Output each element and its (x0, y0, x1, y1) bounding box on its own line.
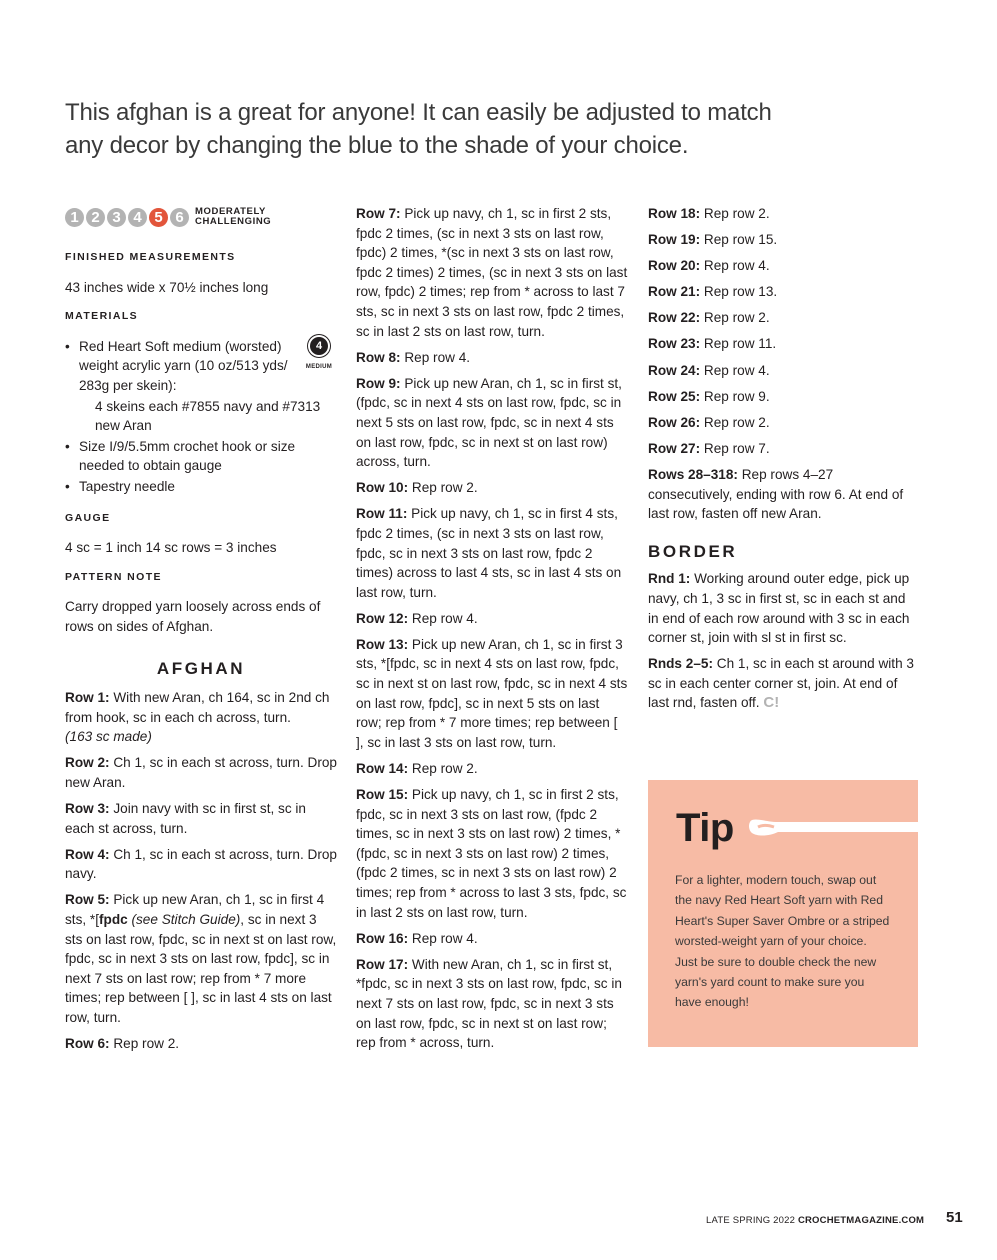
afghan-row1-text: With new Aran, ch 164, sc in 2nd ch from hook, sc in each ch across, turn. (65, 690, 330, 725)
skill-level-4: 4 (128, 208, 147, 227)
footer-issue (706, 1215, 924, 1226)
row-3 (65, 799, 337, 838)
afghan-row8-text: Rep row 4. (404, 349, 471, 365)
materials-yarn: Red Heart Soft medium (worsted) weight acrylic yarn (10 oz/513 yds/ 283g per skein): (79, 338, 288, 393)
rows-28-318 (648, 465, 916, 524)
row-27 (648, 439, 916, 459)
end-mark-logo: C! (763, 694, 780, 712)
afghan-row17-text: With new Aran, ch 1, sc in first st, *fpdc, sc in next 3 sts on last row, fpdc, sc in next 7 sts on last row, fpdc, sc in next 3 sts on last row, fpdc, sc in next st on last row; rep from * across, turn. (356, 956, 622, 1051)
yarn-weight-label: MEDIUM (305, 363, 333, 370)
intro-line-1: This afghan is a great for anyone! It can easily be adjusted to match (65, 99, 772, 126)
afghan-row21-label: Row 21: (648, 284, 701, 300)
finished-measurements-text: 43 inches wide x 70½ inches long (65, 279, 269, 295)
row-15 (356, 785, 628, 922)
row-25 (648, 387, 916, 407)
materials-item-yarn (65, 337, 337, 396)
afghan-row10-text: Rep row 2. (411, 480, 478, 496)
skill-label (195, 207, 295, 227)
materials-item-needle: • Tapestry needle (65, 477, 337, 497)
yarn-weight-icon (301, 337, 337, 369)
row-11 (356, 504, 628, 602)
skill-label1: MODERATELY (195, 206, 266, 217)
afghan-row11-label: Row 11: (356, 506, 408, 522)
afghan-row10-label: Row 10: (356, 480, 409, 496)
intro-text (65, 96, 865, 162)
row-20 (648, 256, 916, 276)
border-rnd1-text: Working around outer edge, pick up navy, ch 1, 3 sc in first st, sc in each st and in end of each row around with 3 sc in each corner st, join with sl st in first sc. (648, 571, 910, 646)
row-10 (356, 478, 628, 498)
border-rnd2-label: Rnds 2–5: (648, 656, 713, 672)
gauge-text: 4 sc = 1 inch 14 sc rows = 3 inches (65, 540, 277, 556)
column-3 (648, 204, 916, 719)
skill-level-5-active: 5 (149, 208, 168, 227)
yarn-weight-number: 4 (310, 337, 328, 355)
afghan-row21-text: Rep row 13. (703, 284, 778, 300)
materials-item-yarn-detail: 4 skeins each #7855 navy and #7313 new Aran (95, 398, 321, 434)
tip-title: Tip (676, 806, 734, 850)
afghan-row25-label: Row 25: (648, 388, 701, 404)
afghan-row5-label: Row 5: (65, 892, 110, 908)
row-18 (648, 204, 916, 224)
afghan-row15-label: Row 15: (356, 787, 409, 803)
afghan-row18-text: Rep row 2. (703, 206, 770, 221)
afghan-rows28-text: Rep rows 4–27 consecutively, ending with row 6. At end of last row, fasten off new Aran. (648, 466, 904, 522)
footer-site: CROCHETMAGAZINE.COM (797, 1215, 925, 1226)
afghan-row22-label: Row 22: (648, 310, 701, 326)
pattern-note-heading: PATTERN NOTE (65, 570, 162, 583)
row-4 (65, 845, 337, 884)
skill-level-3: 3 (107, 208, 126, 227)
afghan-row24-label: Row 24: (648, 362, 701, 378)
afghan-row20-label: Row 20: (648, 258, 701, 274)
tip-box (648, 780, 918, 1047)
pattern-note-text: Carry dropped yarn loosely across ends of rows on sides of Afghan. (65, 599, 321, 634)
afghan-row5-bold: fpdc (99, 912, 128, 928)
afghan-row22-text: Rep row 2. (703, 310, 770, 326)
skill-label2: CHALLENGING (195, 216, 272, 227)
row-8 (356, 348, 628, 368)
afghan-row9-text: Pick up new Aran, ch 1, sc in first st, (fpdc, sc in next 4 sts on last row, fpdc, sc in next 5 sts on last row, fpdc, sc in next 4 sts on last row, fpdc, sc in next st on last row) across, turn. (356, 375, 622, 470)
afghan-row6-label: Row 6: (65, 1036, 110, 1052)
afghan-row1-label: Row 1: (65, 690, 110, 706)
rnd-1 (648, 569, 916, 647)
row-1 (65, 688, 337, 747)
afghan-row4-label: Row 4: (65, 846, 110, 862)
afghan-row25-text: Rep row 9. (703, 388, 770, 404)
materials-list (65, 337, 337, 497)
materials-item-hook: • Size I/9/5.5mm crochet hook or size needed to obtain gauge (65, 437, 337, 476)
afghan-row2-label: Row 2: (65, 755, 110, 771)
afghan-row11-text: Pick up navy, ch 1, sc in first 4 sts, fpdc 2 times, (sc in next 3 sts on last row, fpdc, sc in next 3 sts on last row, fpdc 2 times) across to last 4 sts, sc in last 4 sts on last row, turn. (356, 506, 622, 600)
afghan-row27-label: Row 27: (648, 440, 701, 456)
afghan-row26-label: Row 26: (648, 414, 701, 430)
afghan-row3-label: Row 3: (65, 801, 110, 817)
afghan-row3-text: Join navy with sc in first st, sc in each st across, turn. (65, 801, 306, 836)
afghan-row23-text: Rep row 11. (703, 336, 777, 352)
afghan-rows28-label: Rows 28–318: (648, 466, 738, 482)
afghan-row19-label: Row 19: (648, 232, 701, 248)
column-1 (65, 204, 337, 1060)
afghan-row26-text: Rep row 2. (703, 414, 770, 430)
footer-issue: LATE SPRING 2022 (706, 1215, 796, 1226)
afghan-row16-text: Rep row 4. (411, 930, 478, 946)
row-16 (356, 929, 628, 949)
row-9 (356, 374, 628, 472)
afghan-heading: AFGHAN (156, 658, 246, 678)
row-23 (648, 334, 916, 354)
crochet-hook-icon (748, 812, 918, 842)
afghan-row1-note: (163 sc made) (65, 729, 152, 745)
row-6 (65, 1034, 337, 1054)
afghan-row20-text: Rep row 4. (703, 258, 770, 274)
afghan-row15-text: Pick up navy, ch 1, sc in first 2 sts, fpdc, sc in next 3 sts on last row, (fpdc 2 times, sc in next 3 sts on last row) 2 times, *(fpdc, sc in next 3 sts on last row) 2 times, (fpdc 2 times, sc in next 3 sts on last row) 2 times; rep from * across to last 3 sts, fpdc, sc in last 2 sts on last row, turn. (356, 787, 627, 920)
afghan-row13-label: Row 13: (356, 636, 409, 652)
finished-measurements-heading: FINISHED MEASUREMENTS (65, 251, 236, 263)
afghan-row27-text: Rep row 7. (703, 440, 770, 456)
row-22 (648, 308, 916, 328)
materials-heading: MATERIALS (65, 310, 139, 323)
border-rnd1-label: Rnd 1: (648, 571, 691, 587)
afghan-row9-label: Row 9: (356, 375, 401, 391)
row-19 (648, 230, 916, 250)
afghan-row7-label: Row 7: (356, 206, 401, 221)
row-17 (356, 955, 628, 1053)
row-21 (648, 282, 916, 302)
row-12 (356, 609, 628, 629)
afghan-row5-italic: (see Stitch Guide) (131, 912, 241, 928)
afghan-row13-text: Pick up new Aran, ch 1, sc in first 3 sts, *[fpdc, sc in next 4 sts on last row, fpdc, sc in next st on last row, fpdc, sc in next 4 sts on last row, fpdc], sc in next 5 sts on last row; rep from * 7 more times; rep between [ ], sc in last 3 sts on last row, turn. (356, 636, 628, 750)
row-7 (356, 204, 628, 341)
afghan-row5-text-b: , sc in next 3 sts on last row, fpdc, sc in next st on last row, fpdc, sc in next 3 sts on last row, fpdc], sc in next 7 sts on last row; rep from * 7 more times; rep between [ ], sc in last 4 sts on last row, turn. (65, 912, 337, 1025)
afghan-row14-text: Rep row 2. (411, 760, 478, 776)
row-26 (648, 413, 916, 433)
afghan-row18-label: Row 18: (648, 206, 701, 221)
border-heading: BORDER (648, 541, 738, 561)
afghan-row5-text-a: Pick up new Aran, ch 1, sc in first 4 sts, *[ (65, 892, 325, 928)
rnds-2-5 (648, 654, 916, 713)
afghan-row14-label: Row 14: (356, 760, 409, 776)
row-24 (648, 361, 916, 381)
column-2 (356, 204, 628, 1059)
afghan-row23-label: Row 23: (648, 336, 701, 352)
row-13 (356, 635, 628, 753)
afghan-row16-label: Row 16: (356, 930, 409, 946)
afghan-row19-text: Rep row 15. (703, 232, 778, 248)
afghan-row24-text: Rep row 4. (703, 362, 770, 378)
row-5 (65, 890, 337, 1027)
skill-level-6: 6 (170, 208, 189, 227)
afghan-row6-text: Rep row 2. (113, 1036, 180, 1052)
row-2 (65, 753, 337, 792)
skill-level-2: 2 (86, 208, 105, 227)
afghan-row4-text: Ch 1, sc in each st across, turn. Drop navy. (65, 846, 337, 882)
skill-level-1: 1 (65, 208, 84, 227)
afghan-row8-label: Row 8: (356, 349, 401, 365)
afghan-row12-text: Rep row 4. (411, 610, 478, 626)
skill-level-indicator (65, 204, 337, 230)
intro-line-2: any decor by changing the blue to the shade of your choice. (65, 132, 689, 159)
row-14 (356, 759, 628, 779)
border-rnd2-text: Ch 1, sc in each st around with 3 sc in each center corner st, join. At end of last rnd, fasten off. (648, 656, 914, 711)
gauge-heading: GAUGE (65, 511, 111, 524)
afghan-row12-label: Row 12: (356, 610, 409, 626)
page-number: 51 (946, 1209, 963, 1226)
tip-text: For a lighter, modern touch, swap out the navy Red Heart Soft yarn with Red Heart's Super Saver Ombre or a striped worsted-weight yarn of your choice. Just be sure to double check the new yarn's yard count to make sure you have enough! (675, 873, 890, 1010)
afghan-row2-text: Ch 1, sc in each st across, turn. Drop new Aran. (65, 755, 337, 790)
afghan-row7-text: Pick up navy, ch 1, sc in first 2 sts, fpdc 2 times, (sc in next 3 sts on last row, fpdc) 2 times, *(sc in next 3 sts on last row, fpdc 2 times) 2 times, (sc in next 3 sts on last row, fpdc) 2 times; rep from * across to last 7 sts, sc in next 3 sts on last row, fpdc 2 times, sc in last 2 sts on last row, turn. (356, 206, 628, 339)
afghan-row17-label: Row 17: (356, 956, 409, 972)
